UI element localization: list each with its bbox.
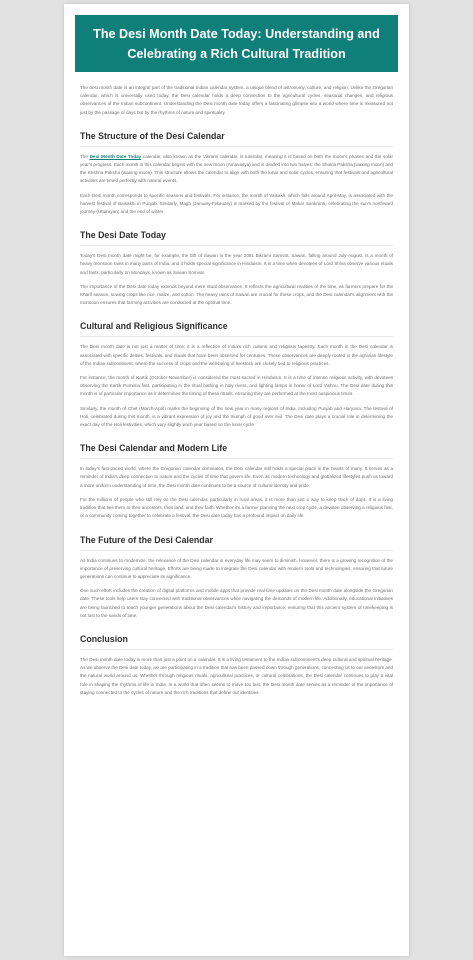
article-content (64, 84, 409, 697)
section-heading: The Desi Date Today (80, 230, 393, 246)
section-paragraph: The Desi month date today is more than just a point on a calendar. It is a living testament to the Indian subcontinent's deep cultural and spiritual heritage. As we observe the Desi date today, we are participating in a tradition that has been passed down through generations, connecting us to our ancestors and the natural world around us. Whether through religious rituals, agricultural practices, or cultural celebrations, the Desi calendar continues to play a vital role in shaping the rhythms of life in India. In a world that often seems to move too fast, the Desi month date serves as a reminder of the importance of staying connected to the cycles of nature and the rich traditions that define our identities. (80, 656, 393, 695)
section-cultural (80, 321, 393, 429)
section-heading: The Future of the Desi Calendar (80, 535, 393, 551)
section-paragraph: In today's fast-paced world, where the Gregorian calendar dominates, the Desi calendar still holds a special place in the hearts of many. It serves as a reminder of India's deep connection to nature and the cycles of time that govern life. Even as modern technology and globalized lifestyles push us toward a more uniform understanding of time, the Desi month date continues to be a source of cultural identity and pride. (80, 466, 393, 488)
section-paragraph: For the millions of people who still rely on the Desi calendar, particularly in rural areas, it is more than just a way to keep track of days. It is a living tradition that ties them to their ancestors, their land, and their faith. Whether it's a farmer planning the next crop cycle, a devotee observing a religious fast, or a community coming together to celebrate a festival, the Desi date today has a profound impact on daily life. (80, 496, 393, 519)
section-modern (80, 443, 393, 520)
section-future (80, 535, 393, 620)
section-heading: The Structure of the Desi Calendar (80, 131, 393, 147)
section-paragraph (80, 153, 393, 186)
section-structure (80, 131, 393, 216)
section-today (80, 230, 393, 307)
section-paragraph: The importance of the Desi date today extends beyond mere ritual observance. It reflects the agricultural realities of the time, as farmers prepare for the Kharif season, sowing crops like rice, maize, and cotton. The heavy rains of Sawan are crucial for these crops, and the Desi calendar's alignment with the monsoon ensures that farming activities are conducted at the optimal time. (80, 283, 393, 306)
section-paragraph: The Desi month date is not just a matter of time; it is a reflection of India's rich cultural and religious tapestry. Each month in the Desi calendar is associated with specific deities, festivals, and rituals that have been observed for centuries. These observances are deeply rooted in the agrarian lifestyle of the Indian subcontinent, where the success of crops and the well-being of livestock are closely tied to religious practices. (80, 344, 393, 366)
title-banner (75, 15, 398, 72)
desi-month-date-link[interactable]: Desi Month Date Today (89, 153, 142, 159)
paragraph-text: The (80, 153, 90, 159)
section-heading: Conclusion (80, 634, 393, 650)
paragraph-text: calendar, also known as the Vikrami calendar, is lunisolar, meaning it is based on both the moon's phases and the solar year's progress. Each month in this calendar begins with the new moon (Amavasya) and is divided into two halves: the Shukla Paksha (waxing moon) and the Krishna Paksha (waning moon). This structure allows the calendar to align with both the lunar and solar cycles, ensuring that festivals and agricultural activities are timed perfectly with natural events. (80, 153, 393, 184)
section-paragraph: Each Desi month corresponds to specific seasons and festivals. For instance, the month of Vaisakh, which falls around April-May, is associated with the harvest festival of Baisakhi in Punjab. Similarly, Magh (January-February) is marked by the festival of Makar Sankranti, celebrating the sun's northward journey (Uttarayan) and the end of winter. (80, 192, 393, 215)
section-paragraph: One such effort includes the creation of digital platforms and mobile apps that provide real-time updates on the Desi month date alongside the Gregorian date. These tools help users stay connected with traditional observances while navigating the demands of modern life. Additionally, educational initiatives are being launched to teach younger generations about the Desi calendar's history and importance, ensuring that this ancient system of timekeeping is not lost to the sands of time. (80, 588, 393, 618)
section-heading: The Desi Calendar and Modern Life (80, 443, 393, 459)
article-page (64, 4, 409, 956)
section-paragraph: Today's Desi month date might be, for example, the 5th of Sawan in the year 2081 Bikrami Samvat. Sawan, falling around July-August, is a month of heavy monsoon rains in many parts of India, and it holds special significance in Hinduism. It is a time when devotees of Lord Shiva observe various rituals and fasts, particularly on Mondays, known as Sawan Somvar. (80, 253, 393, 275)
section-paragraph: As India continues to modernize, the relevance of the Desi calendar in everyday life may seem to diminish. However, there is a growing recognition of the importance of preserving cultural heritage. Efforts are being made to integrate the Desi calendar with modern tools and technologies, ensuring that future generations can continue to appreciate its significance. (80, 557, 393, 579)
section-paragraph: For instance, the month of Kartik (October-November) is considered the most sacred in Hinduism. It is a time of intense religious activity, with devotees observing the Kartik Purnima fast, participating in the ritual bathing in holy rivers, and lighting lamps in honor of Lord Vishnu. The Desi date during this month is of particular importance as it determines the timing of these rituals, ensuring they are performed at the most auspicious times. (80, 375, 393, 397)
page-title: The Desi Month Date Today: Understanding and Celebrating a Rich Cultural Tradition (93, 26, 380, 61)
section-conclusion (80, 634, 393, 697)
section-heading: Cultural and Religious Significance (80, 321, 393, 337)
intro-paragraph: The desi month date is an integral part of the traditional Indian calendar system, a unique blend of astronomy, culture, and religion. Unlike the Gregorian calendar, which is universally used today, the Desi calendar holds a deep connection to the agricultural cycles, seasonal changes, and religious observances of the Indian subcontinent. Understanding the Desi month date today offers a fascinating glimpse into a world where time is measured not just by the passage of days but by the rhythms of nature and spirituality. (80, 85, 393, 115)
section-paragraph: Similarly, the month of Chet (March-April) marks the beginning of the new year in many regions of India, including Punjab and Haryana. The festival of Holi, celebrated during this month, is a vibrant expression of joy and the triumph of good over evil. The Desi date plays a crucial role in determining the exact day of the Holi festivities, which vary slightly each year based on the lunar cycle. (80, 405, 393, 428)
